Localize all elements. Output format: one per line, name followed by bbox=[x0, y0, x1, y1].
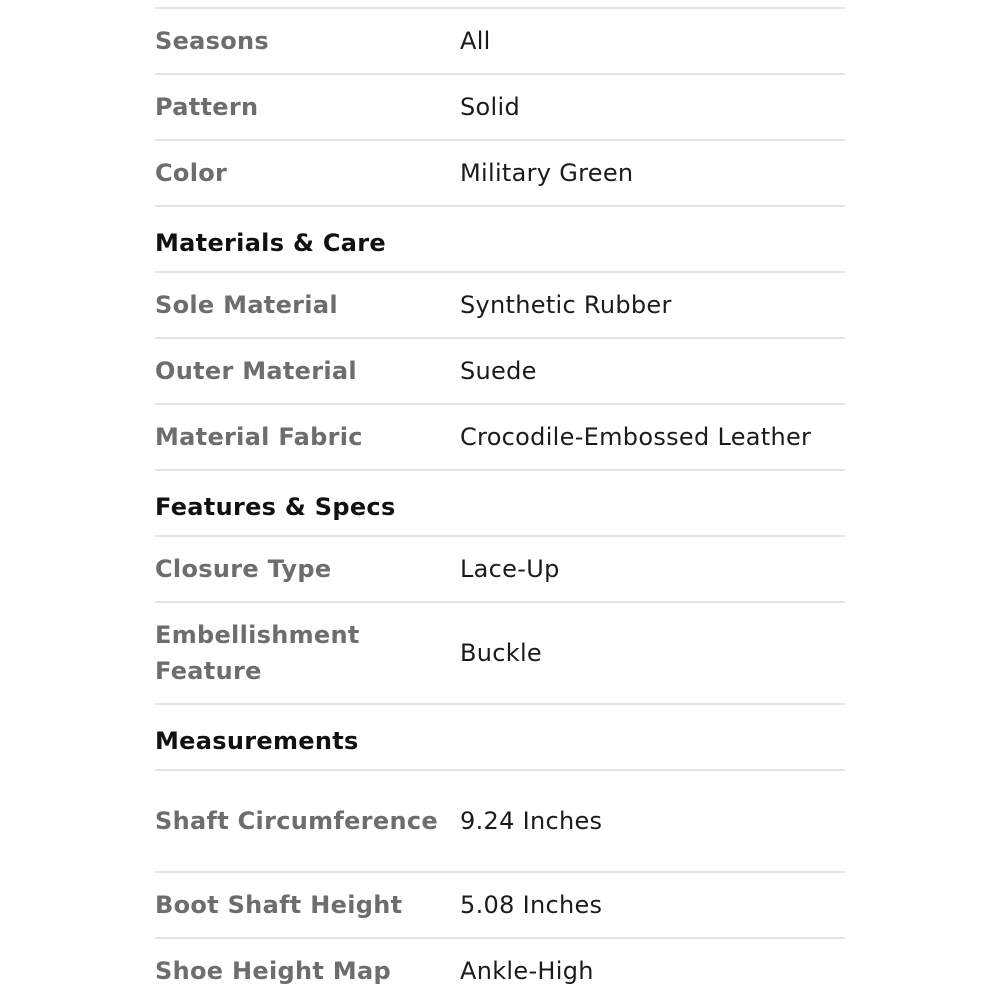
spec-label: Material Fabric bbox=[155, 423, 363, 451]
section-heading-features-specs: Features & Specs bbox=[155, 471, 845, 537]
spec-row-material-fabric bbox=[155, 405, 845, 471]
spec-label: Boot Shaft Height bbox=[155, 891, 403, 919]
spec-value: Ankle-High bbox=[460, 957, 594, 985]
spec-label: Shoe Height Map bbox=[155, 957, 391, 985]
spec-label: Pattern bbox=[155, 93, 259, 121]
spec-value: Military Green bbox=[460, 159, 634, 187]
spec-value: All bbox=[460, 27, 491, 55]
spec-value: Synthetic Rubber bbox=[460, 291, 672, 319]
spec-row-seasons bbox=[155, 9, 845, 75]
spec-row-shaft-circumference bbox=[155, 771, 845, 873]
spec-row-shoe-height-map bbox=[155, 939, 845, 1000]
spec-label: Color bbox=[155, 159, 228, 187]
spec-row-pattern bbox=[155, 75, 845, 141]
spec-row-outer-material bbox=[155, 339, 845, 405]
spec-label: Embellishment Feature bbox=[155, 621, 360, 685]
spec-row-embellishment-feature bbox=[155, 603, 845, 705]
spec-value: 9.24 Inches bbox=[460, 807, 603, 835]
spec-label: Shaft Circumference bbox=[155, 807, 438, 835]
spec-value: Buckle bbox=[460, 639, 543, 667]
spec-row-color bbox=[155, 141, 845, 207]
specifications-table bbox=[155, 7, 845, 1000]
spec-label: Closure Type bbox=[155, 555, 332, 583]
spec-value: Crocodile-Embossed Leather bbox=[460, 423, 812, 451]
spec-label: Seasons bbox=[155, 27, 270, 55]
spec-value: Solid bbox=[460, 93, 520, 121]
spec-label: Outer Material bbox=[155, 357, 357, 385]
spec-label: Sole Material bbox=[155, 291, 338, 319]
spec-row-boot-shaft-height bbox=[155, 873, 845, 939]
spec-row-closure-type bbox=[155, 537, 845, 603]
spec-value: Suede bbox=[460, 357, 537, 385]
section-heading-measurements: Measurements bbox=[155, 705, 845, 771]
section-heading-materials-care: Materials & Care bbox=[155, 207, 845, 273]
spec-value: Lace-Up bbox=[460, 555, 560, 583]
spec-value: 5.08 Inches bbox=[460, 891, 603, 919]
spec-row-sole-material bbox=[155, 273, 845, 339]
